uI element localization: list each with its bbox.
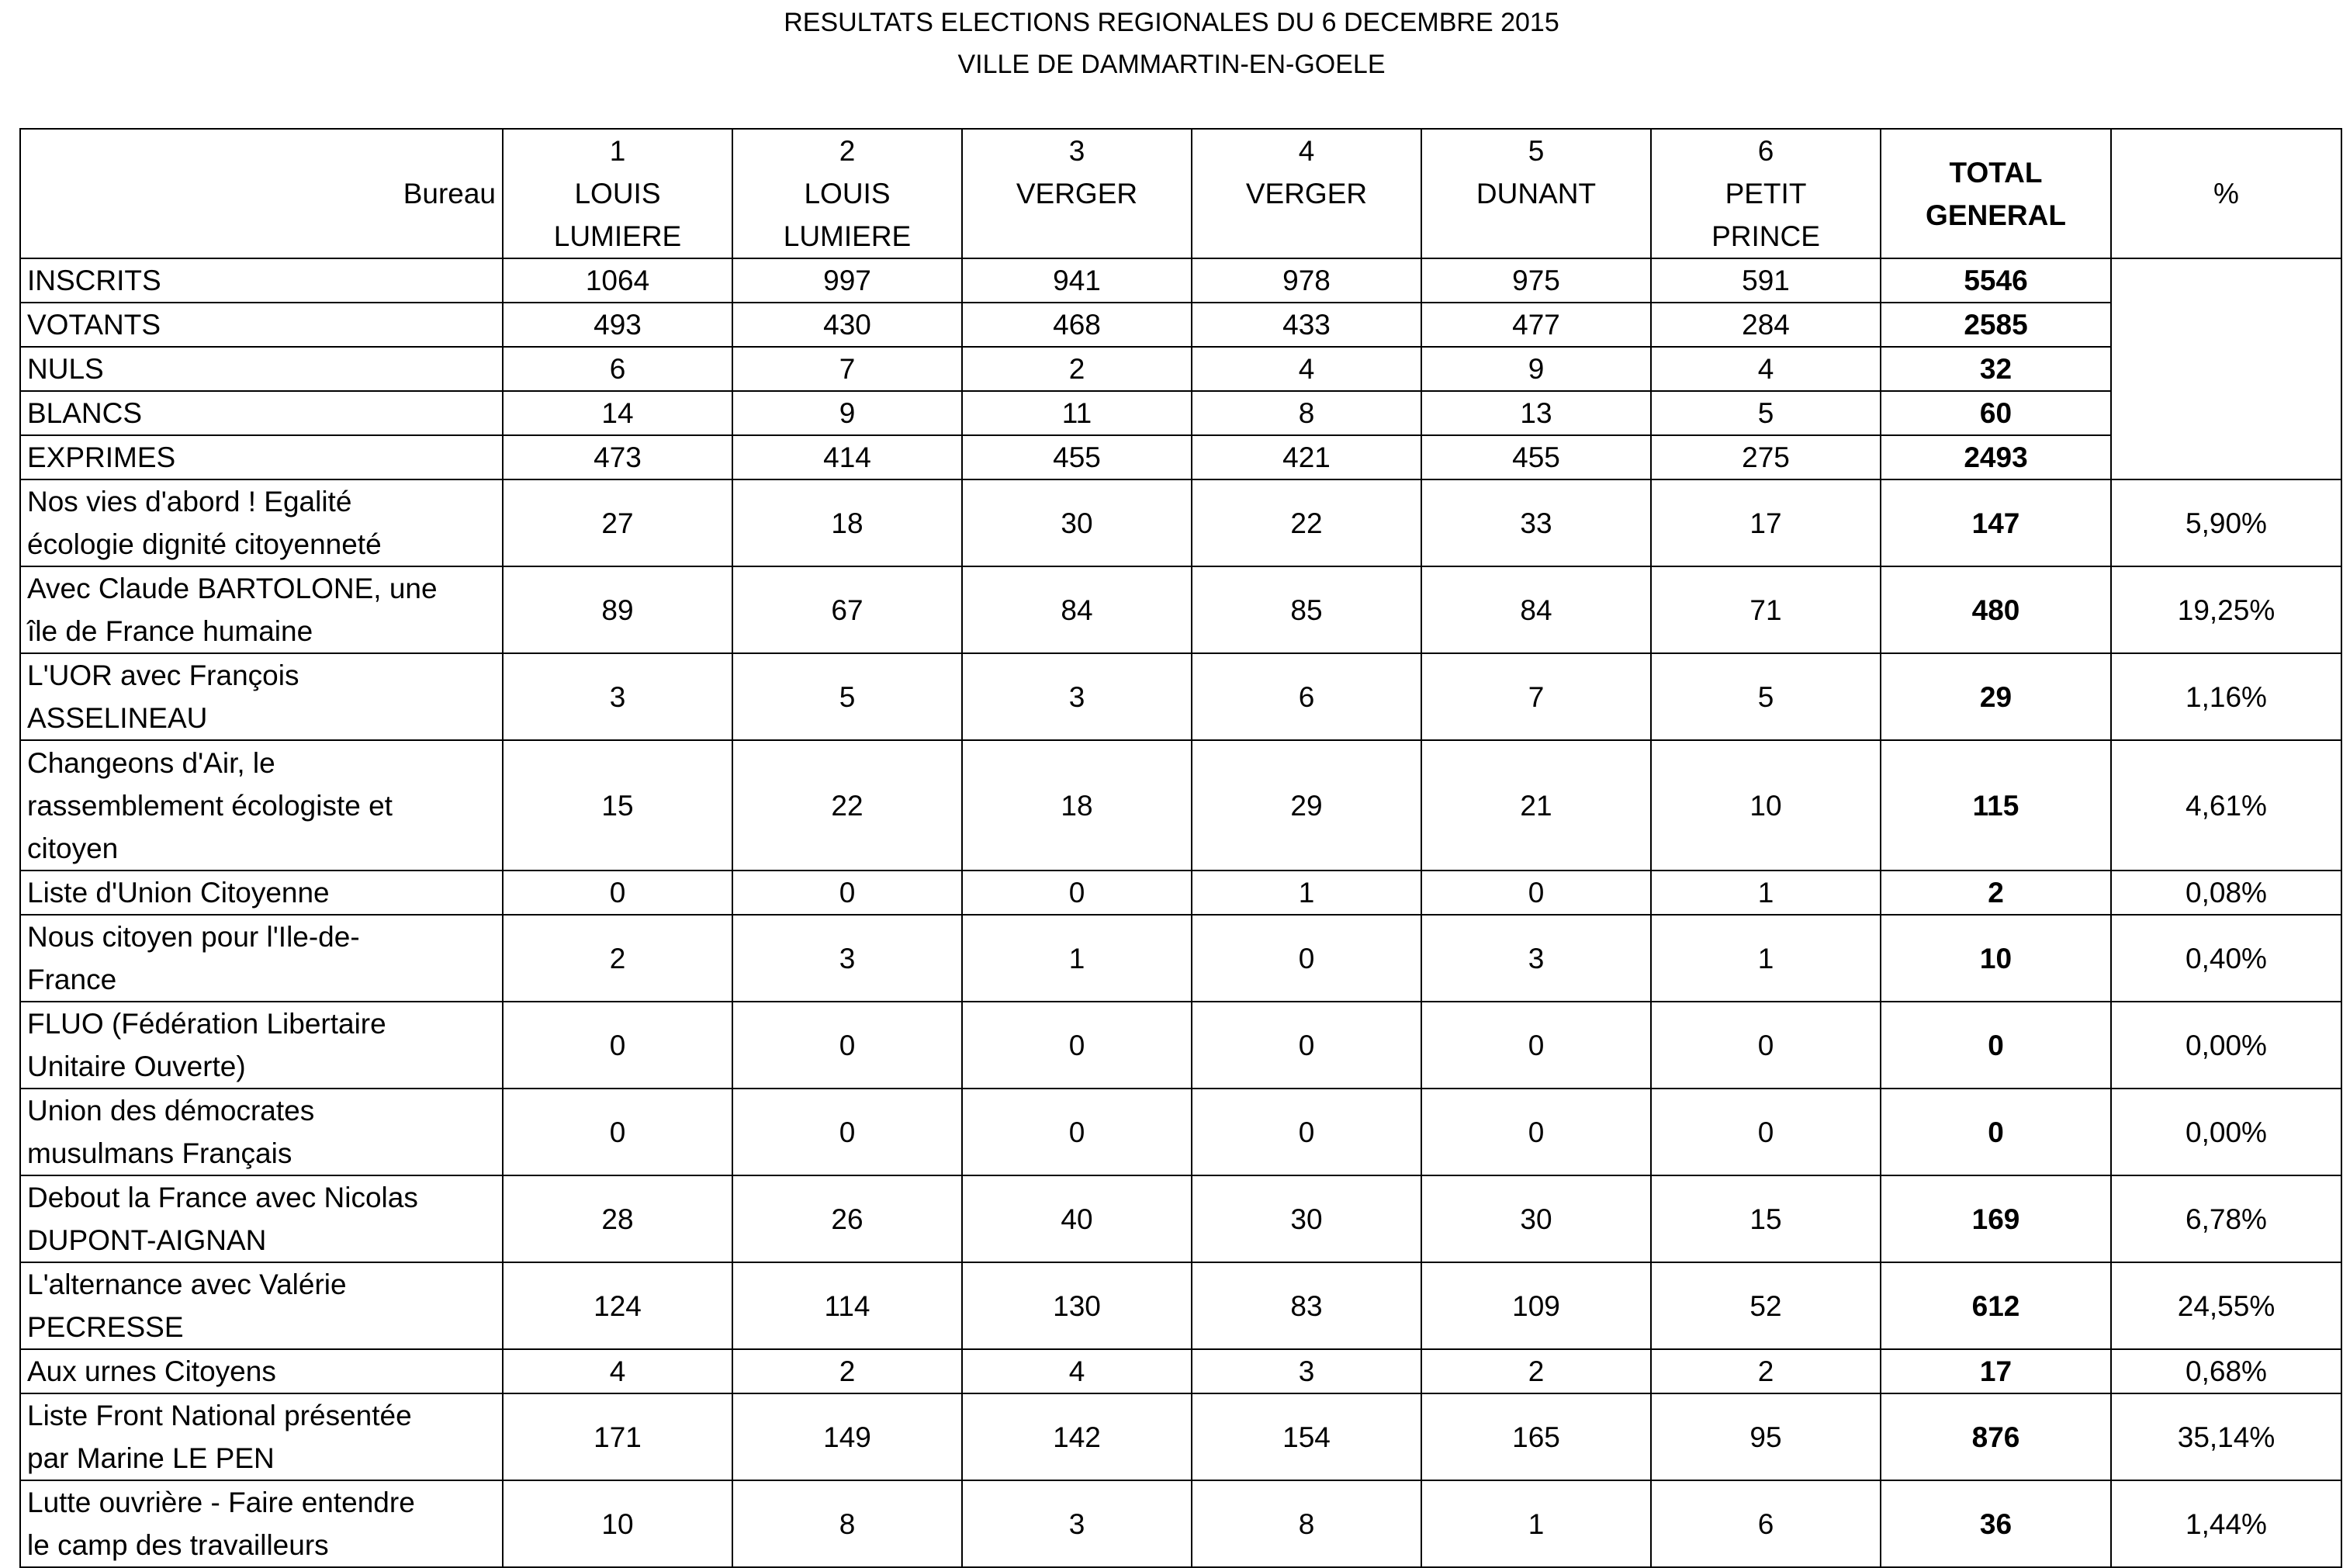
list-percent: 0,00% [2111,1089,2341,1175]
stat-total: 60 [1881,391,2111,435]
header-row [20,129,2341,258]
list-row [20,1089,2341,1175]
list-value: 89 [503,566,732,653]
stat-value: 4 [1192,347,1421,391]
list-percent: 0,00% [2111,1002,2341,1089]
list-row [20,566,2341,653]
stat-value: 477 [1421,303,1651,347]
bureau-number: 4 [1298,135,1315,167]
list-row [20,740,2341,871]
list-value: 26 [732,1175,962,1262]
bureau-name: LUMIERE [783,220,912,252]
bureau-name: DUNANT [1476,178,1597,209]
stat-value: 414 [732,435,962,479]
stat-value: 997 [732,258,962,303]
list-value: 0 [962,1002,1192,1089]
list-label-line: citoyen [27,832,119,864]
list-value: 15 [503,740,732,871]
list-value: 0 [1192,1089,1421,1175]
stat-total: 2585 [1881,303,2111,347]
stat-value: 5 [1651,391,1881,435]
stat-value: 13 [1421,391,1651,435]
list-row [20,1175,2341,1262]
stat-label: INSCRITS [20,258,503,303]
document-title: RESULTATS ELECTIONS REGIONALES DU 6 DECEMBRE 2015 [784,8,1559,37]
bureau-2-header [732,129,962,258]
list-value: 3 [732,915,962,1002]
list-row [20,1349,2341,1393]
list-label [20,1089,503,1175]
list-total: 0 [1881,1089,2111,1175]
list-value: 40 [962,1175,1192,1262]
list-label-line: L'alternance avec Valérie [27,1269,347,1300]
list-value: 67 [732,566,962,653]
list-value: 3 [1192,1349,1421,1393]
list-value: 7 [1421,653,1651,740]
stat-value: 975 [1421,258,1651,303]
list-label [20,871,503,915]
list-percent: 35,14% [2111,1393,2341,1480]
list-value: 52 [1651,1262,1881,1349]
list-percent: 4,61% [2111,740,2341,871]
list-value: 1 [1192,871,1421,915]
list-label [20,1480,503,1567]
stat-value: 591 [1651,258,1881,303]
list-value: 171 [503,1393,732,1480]
stat-value: 468 [962,303,1192,347]
list-value: 29 [1192,740,1421,871]
list-total: 10 [1881,915,2111,1002]
list-value: 85 [1192,566,1421,653]
list-label-line: Changeons d'Air, le [27,746,275,779]
bureau-1-header [503,129,732,258]
list-value: 149 [732,1393,962,1480]
list-label-line: le camp des travailleurs [27,1529,329,1561]
stat-value: 9 [732,391,962,435]
list-value: 71 [1651,566,1881,653]
list-value: 0 [962,1089,1192,1175]
stat-label: BLANCS [20,391,503,435]
list-value: 3 [962,653,1192,740]
list-value: 10 [1651,740,1881,871]
list-label-line: DUPONT-AIGNAN [27,1224,267,1256]
list-value: 18 [962,740,1192,871]
list-value: 109 [1421,1262,1651,1349]
list-row [20,1262,2341,1349]
list-row [20,653,2341,740]
list-value: 0 [732,871,962,915]
list-value: 1 [962,915,1192,1002]
list-total: 36 [1881,1480,2111,1567]
list-label [20,1175,503,1262]
list-label [20,566,503,653]
list-value: 6 [1192,653,1421,740]
list-value: 124 [503,1262,732,1349]
list-value: 0 [1421,871,1651,915]
list-value: 27 [503,479,732,566]
list-value: 84 [962,566,1192,653]
stat-value: 430 [732,303,962,347]
list-value: 30 [962,479,1192,566]
stat-value: 421 [1192,435,1421,479]
list-value: 114 [732,1262,962,1349]
list-row [20,1002,2341,1089]
list-label-line: PECRESSE [27,1311,184,1343]
stat-value: 14 [503,391,732,435]
list-row [20,1480,2341,1567]
list-value: 2 [732,1349,962,1393]
list-label [20,915,503,1002]
list-total: 17 [1881,1349,2111,1393]
list-total: 0 [1881,1002,2111,1089]
stat-value: 8 [1192,391,1421,435]
list-label-line: île de France humaine [27,615,313,647]
list-label [20,1393,503,1480]
list-value: 6 [1651,1480,1881,1567]
list-value: 165 [1421,1393,1651,1480]
list-row [20,871,2341,915]
list-label-line: France [27,964,117,995]
list-value: 30 [1192,1175,1421,1262]
bureau-5-header [1421,129,1651,258]
list-label-line: Unitaire Ouverte) [27,1051,246,1082]
list-value: 33 [1421,479,1651,566]
list-value: 2 [1651,1349,1881,1393]
list-value: 2 [503,915,732,1002]
list-label-line: écologie dignité citoyenneté [27,528,382,560]
bureau-number: 2 [839,135,856,167]
list-value: 154 [1192,1393,1421,1480]
list-value: 18 [732,479,962,566]
stat-value: 11 [962,391,1192,435]
list-value: 1 [1651,871,1881,915]
list-label-line: L'UOR avec François [27,659,299,691]
list-label-line: Aux urnes Citoyens [27,1355,276,1387]
list-total: 169 [1881,1175,2111,1262]
list-value: 0 [1651,1089,1881,1175]
stat-value: 9 [1421,347,1651,391]
bureau-4-header [1192,129,1421,258]
list-value: 10 [503,1480,732,1567]
list-percent: 0,40% [2111,915,2341,1002]
stat-value: 455 [962,435,1192,479]
stat-row [20,347,2341,391]
bureau-3-header [962,129,1192,258]
stat-row [20,435,2341,479]
list-value: 5 [732,653,962,740]
stat-label: NULS [20,347,503,391]
stat-value: 2 [962,347,1192,391]
bureau-6-header [1651,129,1881,258]
list-value: 1 [1651,915,1881,1002]
bureau-number: 1 [609,135,626,167]
list-label-line: ASSELINEAU [27,702,208,734]
list-label-line: Nous citoyen pour l'Ile-de- [27,921,360,953]
list-label [20,1002,503,1089]
list-label [20,1349,503,1393]
stat-total: 2493 [1881,435,2111,479]
stat-label: VOTANTS [20,303,503,347]
list-total: 612 [1881,1262,2111,1349]
list-value: 0 [503,871,732,915]
list-label-line: Union des démocrates [27,1095,315,1127]
list-value: 15 [1651,1175,1881,1262]
list-label [20,740,503,871]
stat-value: 455 [1421,435,1651,479]
list-value: 0 [1421,1089,1651,1175]
stat-row [20,391,2341,435]
bureau-number: 5 [1528,135,1545,167]
list-value: 83 [1192,1262,1421,1349]
total-header-line: TOTAL [1949,156,2043,189]
document-subtitle: VILLE DE DAMMARTIN-EN-GOELE [957,50,1386,79]
list-value: 0 [732,1089,962,1175]
stat-value: 473 [503,435,732,479]
list-row [20,479,2341,566]
bureau-name: VERGER [1245,178,1368,209]
list-value: 0 [1651,1002,1881,1089]
bureau-name: LOUIS [574,178,661,209]
list-percent: 1,16% [2111,653,2341,740]
bureau-number: 6 [1757,135,1774,167]
list-label-line: rassemblement écologiste et [27,789,393,822]
list-label [20,479,503,566]
list-value: 3 [962,1480,1192,1567]
stat-value: 284 [1651,303,1881,347]
list-row [20,915,2341,1002]
list-value: 17 [1651,479,1881,566]
list-label-line: Debout la France avec Nicolas [27,1182,418,1213]
stat-value: 941 [962,258,1192,303]
list-value: 0 [732,1002,962,1089]
list-value: 30 [1421,1175,1651,1262]
list-value: 2 [1421,1349,1651,1393]
results-table-body [20,129,2341,1567]
list-value: 21 [1421,740,1651,871]
list-value: 5 [1651,653,1881,740]
list-total: 29 [1881,653,2111,740]
list-value: 28 [503,1175,732,1262]
list-value: 0 [1421,1002,1651,1089]
list-value: 22 [732,740,962,871]
bureau-name: LOUIS [804,178,891,209]
list-value: 4 [503,1349,732,1393]
list-value: 0 [1192,1002,1421,1089]
list-value: 95 [1651,1393,1881,1480]
list-value: 4 [962,1349,1192,1393]
list-value: 8 [732,1480,962,1567]
bureau-name: LUMIERE [553,220,682,252]
list-percent: 5,90% [2111,479,2341,566]
list-label-line: Lutte ouvrière - Faire entendre [27,1487,415,1518]
percent-empty-cell [2111,258,2341,479]
stat-value: 978 [1192,258,1421,303]
list-label-line: FLUO (Fédération Libertaire [27,1008,386,1040]
stat-row [20,303,2341,347]
bureau-name: PETIT [1725,178,1807,209]
list-total: 115 [1881,740,2111,871]
list-value: 142 [962,1393,1192,1480]
list-percent: 6,78% [2111,1175,2341,1262]
list-percent: 0,08% [2111,871,2341,915]
stat-total: 32 [1881,347,2111,391]
list-percent: 1,44% [2111,1480,2341,1567]
list-row [20,1393,2341,1480]
stat-total: 5546 [1881,258,2111,303]
list-total: 480 [1881,566,2111,653]
list-percent: 19,25% [2111,566,2341,653]
stat-value: 275 [1651,435,1881,479]
list-value: 84 [1421,566,1651,653]
total-header-line: GENERAL [1926,199,2066,231]
list-total: 2 [1881,871,2111,915]
list-value: 130 [962,1262,1192,1349]
bureau-name: VERGER [1016,178,1138,209]
stat-value: 433 [1192,303,1421,347]
bureau-name: PRINCE [1711,220,1820,252]
list-value: 22 [1192,479,1421,566]
list-value: 1 [1421,1480,1651,1567]
list-value: 0 [503,1089,732,1175]
list-percent: 24,55% [2111,1262,2341,1349]
list-label [20,1262,503,1349]
total-general-header [1881,129,2111,258]
results-table [19,128,2342,1568]
list-label-line: musulmans Français [27,1137,292,1169]
stat-row [20,258,2341,303]
list-value: 0 [503,1002,732,1089]
stat-value: 4 [1651,347,1881,391]
list-label-line: par Marine LE PEN [27,1442,275,1474]
list-label-line: Liste d'Union Citoyenne [27,877,330,909]
percent-header: % [2111,129,2341,258]
list-percent: 0,68% [2111,1349,2341,1393]
list-label-line: Avec Claude BARTOLONE, une [27,573,438,604]
stat-label: EXPRIMES [20,435,503,479]
stat-value: 7 [732,347,962,391]
list-label [20,653,503,740]
list-value: 3 [503,653,732,740]
stat-value: 493 [503,303,732,347]
stat-value: 6 [503,347,732,391]
list-value: 0 [962,871,1192,915]
bureau-header-label: Bureau [20,129,503,258]
list-value: 3 [1421,915,1651,1002]
list-total: 876 [1881,1393,2111,1480]
list-label-line: Liste Front National présentée [27,1400,412,1431]
stat-value: 1064 [503,258,732,303]
list-label-line: Nos vies d'abord ! Egalité [27,486,352,517]
bureau-number: 3 [1068,135,1085,167]
list-value: 8 [1192,1480,1421,1567]
list-total: 147 [1881,479,2111,566]
list-value: 0 [1192,915,1421,1002]
